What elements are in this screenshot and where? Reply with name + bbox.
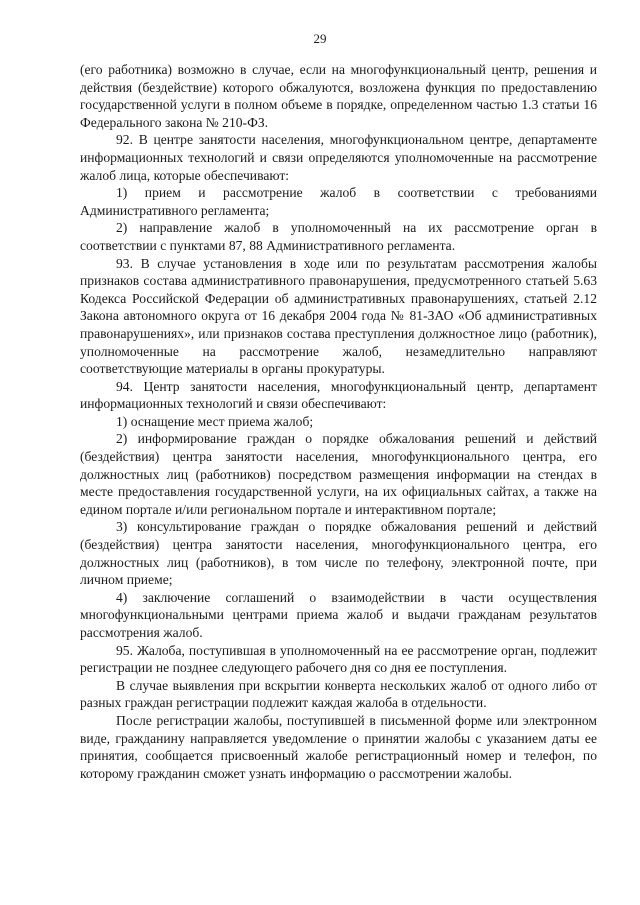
paragraph-95: 95. Жалоба, поступившая в уполномоченный на ее рассмотрение орган, подлежит регистрации не позднее следующего рабочего дня со дня ее поступления. [80,642,597,676]
paragraph-92-item-1: 1) прием и рассмотрение жалоб в соответствии с требованиями Административного регламента; [80,185,597,218]
paragraph-93: 93. В случае установления в ходе или по результатам рассмотрения жалобы признаков состава административного правонарушения, предусмотренного статьей 5.63 Кодекса Российской Федерации об административных правонарушениях, статьей 2.12 Закона автономного округа от 16 декабря 2004 года № 81-ЗАО «Об административных правонарушениях», или признаков состава преступления должностное лицо (работник), уполномоченные на рассмотрение жалоб, незамедлительно направляют соответствующие материалы в органы прокуратуры. [80,255,597,377]
paragraph-95-envelope: В случае выявления при вскрытии конверта нескольких жалоб от одного либо от разных граждан регистрации подлежит каждая жалоба в отдельности. [80,677,597,711]
paragraph-92-item-2: 2) направление жалоб в уполномоченный на их рассмотрение орган в соответствии с пунктами 87, 88 Административного регламента. [80,220,597,253]
paragraph-94-item-3: 3) консультирование граждан о порядке обжалования решений и действий (бездействия) центра занятости населения, многофункционального центра, его должностных лиц (работников), в том числе по телефону, электронной почте, при личном приеме; [80,519,597,588]
paragraph-94-item-4: 4) заключение соглашений о взаимодействии в части осуществления многофункциональными центрами приема жалоб и выдачи гражданам результатов рассмотрения жалоб. [80,589,597,640]
page-number: 29 [313,31,327,46]
paragraph-94-item-2: 2) информирование граждан о порядке обжалования решений и действий (бездействия) центра занятости населения, многофункционального центра, его должностных лиц (работников) посредством размещения информации на стендах в месте предоставления государственной услуги, на их официальных сайтах, а также на едином портале и/или региональном портале и интерактивном портале; [80,431,597,517]
paragraph-continuation: (его работника) возможно в случае, если на многофункциональный центр, решения и действия (бездействие) которого обжалуются, возложена функция по предоставлению государственной услуги в полном объеме в порядке, определенном частью 1.3 статьи 16 Федерального закона № 210-ФЗ. [80,62,597,130]
paragraph-95-notification: После регистрации жалобы, поступившей в письменной форме или электронном виде, гражданину направляется уведомление о принятии жалобы с указанием даты ее принятия, сообщается присвоенный жалобе регистрационный номер и телефон, по которому гражданин сможет узнать информацию о рассмотрении жалобы. [80,712,597,781]
paragraph-94-item-1: 1) оснащение мест приема жалоб; [116,413,314,429]
paragraph-92: 92. В центре занятости населения, многофункциональном центре, департаменте информационных технологий и связи определяются уполномоченные на рассмотрение жалоб лица, которые обеспечивают: [80,132,597,183]
document-body [80,61,597,782]
paragraph-94: 94. Центр занятости населения, многофункциональный центр, департамент информационных технологий и связи обеспечивают: [80,378,597,412]
